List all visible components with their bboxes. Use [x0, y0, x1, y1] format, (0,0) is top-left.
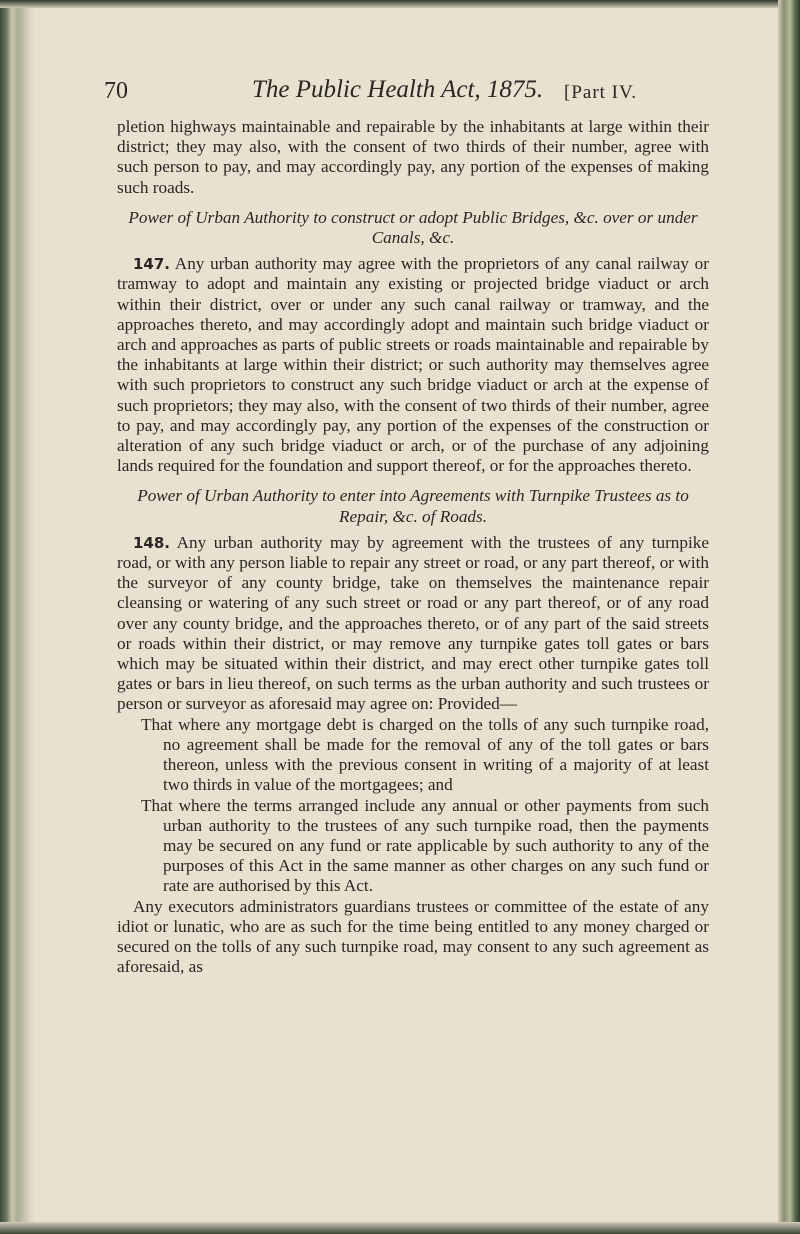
provisos	[117, 715, 709, 897]
binding-gutter-right	[778, 0, 800, 1234]
section-148-number: 148.	[133, 533, 171, 552]
running-header	[104, 78, 704, 108]
part-label: [Part IV.	[564, 82, 638, 103]
section-148-text: Any urban authority may by agreement with the trustees of any turnpike road, or with any person liable to repair any street or road, or any part thereof, or with the surveyor of any county bridge, take on themselves the maintenance repair cleansing or watering of any such street or road or any part thereof, or of any road over any county bridge, and the approaches thereto, or of any part of the said streets or roads within their district, or may remove any turnpike gates toll gates or bars which may be situated within their district, and may erect other turnpike gates toll gates or bars in lieu thereof, on such terms as the urban authority and such trustees or person or surveyor as aforesaid may agree on: Provided—	[117, 532, 709, 714]
page-body	[117, 117, 709, 977]
closing-paragraph: Any executors administrators guardians trustees or committee of the estate of any idiot or lunatic, who are as such for the time being entitled to any money charged or secured on the tolls of any such turnpike road, may consent to any such agreement as aforesaid, as	[117, 896, 709, 977]
page-number: 70	[104, 78, 128, 104]
top-edge	[0, 0, 800, 8]
proviso-payments: That where the terms arranged include any annual or other payments from such urban authority to the trustees of any such turnpike road, then the payments may be secured on any fund or rate applicable by such authority to any of the purposes of this Act in the same manner as other charges on any such fund or rate are authorised by this Act.	[141, 795, 709, 896]
section-147-text: Any urban authority may agree with the proprietors of any canal railway or tramway to adopt and maintain any existing or projected bridge viaduct or arch within their district, over or under any such canal railway or tramway, and the approaches thereto, and may accordingly adopt and maintain such bridge viaduct or arch and approaches as parts of public streets or roads maintainable and repairable by the inhabitants at large within their district; or such authority may themselves agree with such proprietors to construct any such bridge viaduct or arch at the expense of such proprietors; they may also, with the consent of two thirds of their number, agree to pay, and may accordingly pay, any portion of the expenses of the construction or alteration of any such bridge viaduct or arch, or of the purchase of any adjoining lands required for the foundation and support thereof, or for the approaches thereto.	[117, 254, 709, 476]
section-148-heading: Power of Urban Authority to enter into Agreements with Turnpike Trustees as to Repair, &c. of Roads.	[137, 486, 689, 526]
opening-paragraph: pletion highways maintainable and repairable by the inhabitants at large within their district; they may also, with the consent of two thirds of their number, agree with such person to pay, and may accordingly pay, any portion of the expenses of making such roads.	[117, 117, 709, 197]
binding-gutter-left	[0, 0, 34, 1234]
section-147	[117, 254, 709, 476]
section-147-heading: Power of Urban Authority to construct or adopt Public Bridges, &c. over or under Canals, &c.	[128, 207, 698, 248]
running-title: The Public Health Act, 1875.	[252, 76, 544, 103]
bottom-edge	[0, 1222, 800, 1234]
section-147-number: 147.	[133, 255, 171, 274]
section-148	[117, 533, 709, 715]
proviso-mortgage: That where any mortgage debt is charged on the tolls of any such turnpike road, no agreement shall be made for the removal of any of the toll gates or bars thereon, unless with the previous consent in writing of a majority of at least two thirds in value of the mortgagees; and	[141, 714, 709, 795]
